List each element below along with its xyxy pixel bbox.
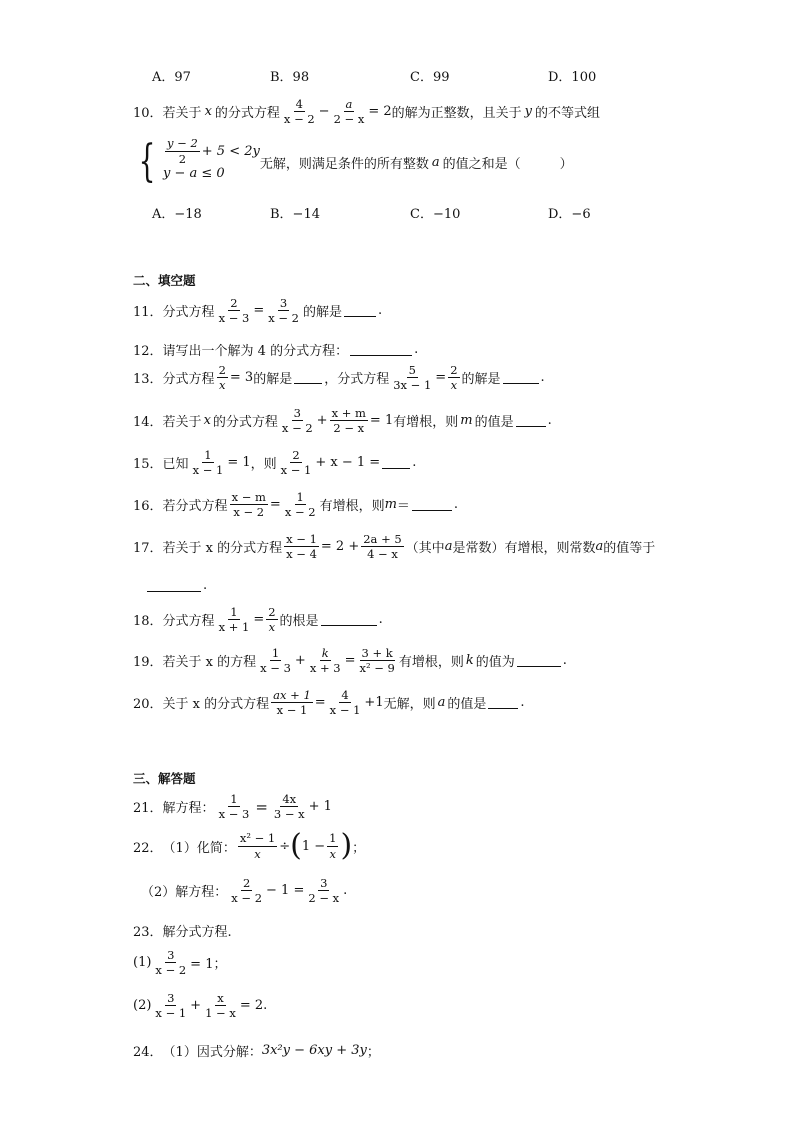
denominator: x − 2	[233, 505, 265, 520]
operator: +	[190, 998, 202, 1014]
fraction	[282, 98, 317, 125]
numerator: ax + 1	[273, 688, 311, 702]
question-10	[133, 98, 600, 125]
denominator: 2 − x	[333, 112, 365, 127]
numerator: 3	[320, 876, 328, 890]
q24-text: （1）因式分解：	[162, 1045, 262, 1060]
answer-blank[interactable]	[517, 654, 561, 667]
q20-text: 无解，则	[383, 697, 436, 713]
numerator: 1	[230, 605, 238, 619]
q15-text: 已知	[162, 457, 189, 473]
numerator: 2	[218, 363, 226, 377]
numerator: 2	[268, 605, 276, 619]
question-23-part-2	[133, 992, 267, 1019]
numerator: 3	[279, 296, 288, 310]
system-rows	[163, 136, 260, 184]
q18-text: 分式方程	[162, 614, 215, 630]
question-12	[133, 340, 418, 359]
punctuation: .	[378, 612, 383, 628]
fraction	[357, 647, 396, 674]
answer-blank[interactable]	[412, 498, 452, 511]
denominator: x − 1	[192, 463, 224, 478]
answer-blank[interactable]	[382, 456, 410, 469]
var-a: a	[444, 539, 453, 555]
question-number: 22．	[133, 840, 163, 856]
fraction	[327, 832, 338, 859]
question-number: 23．	[133, 925, 163, 940]
operator: =	[269, 497, 281, 513]
var-x: x	[204, 104, 212, 120]
fraction	[279, 449, 314, 476]
punctuation: .	[547, 413, 552, 429]
numerator: 4x	[282, 792, 297, 806]
fraction	[203, 992, 238, 1019]
punctuation: ；	[352, 840, 366, 856]
question-17	[133, 533, 655, 560]
q14-text: 的分式方程	[212, 415, 278, 431]
numerator: x − 1	[286, 532, 317, 546]
answer-blank[interactable]	[516, 414, 546, 427]
answer-blank[interactable]	[488, 696, 518, 709]
denominator: x + 3	[309, 661, 341, 676]
answer-blank[interactable]	[147, 579, 201, 592]
numerator: 3	[167, 991, 175, 1005]
question-23-part-1	[133, 949, 226, 976]
denominator: x − 3	[218, 807, 250, 822]
numerator: x	[217, 991, 224, 1005]
fraction	[306, 877, 341, 904]
q19-text: 有增根，则	[398, 655, 464, 671]
punctuation: .	[540, 370, 545, 386]
q16-text: ＝	[396, 499, 410, 515]
question-14	[133, 407, 552, 434]
q19-text: 的值为	[475, 655, 515, 671]
denominator: 4 − x	[367, 547, 398, 562]
q10-text: 的分式方程	[214, 106, 280, 122]
question-number: 20．	[133, 697, 163, 713]
var-a: a	[431, 154, 440, 170]
operator: =	[435, 370, 447, 386]
q10-options	[152, 203, 612, 222]
part-label: (1)	[133, 955, 152, 971]
fraction	[280, 407, 315, 434]
punctuation: .	[562, 653, 567, 669]
answer-blank[interactable]	[350, 343, 412, 356]
q19-text: 若关于 x 的方程	[162, 655, 257, 671]
question-number: 12．	[133, 344, 163, 359]
operator: =	[253, 612, 265, 628]
question-number: 11．	[133, 305, 163, 321]
q20-text: 的值是	[447, 697, 487, 713]
q17-text: （其中	[405, 541, 445, 557]
operator: +	[294, 653, 306, 669]
brace-glyph: {	[138, 136, 156, 187]
fraction	[153, 949, 188, 976]
denominator: x − 2	[283, 112, 315, 127]
q17-text: 是常数）有增根，则常数	[452, 541, 596, 557]
q14-text: 有增根，则	[393, 415, 459, 431]
section-title: 二、填空题	[133, 273, 196, 288]
answer-blank[interactable]	[344, 304, 376, 317]
denominator: x − 1	[280, 463, 312, 478]
q14-text: 若关于	[162, 415, 202, 431]
question-16	[133, 491, 458, 518]
fraction	[230, 491, 268, 518]
q12-text: 请写出一个解为 4 的分式方程：	[162, 344, 349, 359]
denominator: x − 2	[155, 963, 187, 978]
denominator: 2 − x	[308, 891, 340, 906]
q22-text: （2）解方程：	[141, 885, 228, 901]
expression-rest: + 1	[308, 799, 332, 815]
left-paren: (	[290, 828, 302, 863]
inequality: y − a ≤ 0	[163, 165, 225, 181]
denominator: x − 1	[155, 1006, 187, 1021]
denominator: 2	[178, 151, 187, 166]
fraction	[217, 297, 252, 324]
denominator: 3x − 1	[393, 378, 432, 393]
fraction	[229, 877, 264, 904]
fraction	[272, 793, 307, 820]
fraction	[328, 689, 363, 716]
var-m: m	[460, 413, 473, 429]
q13-text: 分式方程	[162, 372, 215, 388]
operator: =	[314, 695, 326, 711]
question-number: 19．	[133, 655, 163, 671]
punctuation: .	[453, 497, 459, 513]
numerator: 1	[271, 646, 280, 660]
fraction	[283, 491, 318, 518]
fraction	[217, 606, 252, 633]
q9-option-c: C．99	[410, 70, 450, 85]
fraction	[391, 364, 433, 391]
fraction	[217, 364, 228, 391]
q20-text: 关于 x 的分式方程	[162, 697, 270, 713]
q9-option-b: B．98	[270, 70, 310, 85]
question-number: 24．	[133, 1045, 163, 1060]
q9-option-d: D．100	[548, 70, 597, 85]
expression-rest: = 1；	[190, 957, 227, 973]
system-brace	[133, 136, 260, 187]
denominator: 3 − x	[273, 807, 305, 822]
fraction	[238, 832, 277, 859]
q17-text: 若关于 x 的分式方程	[162, 541, 283, 557]
denominator: x + 1	[218, 620, 250, 635]
q16-text: 若分式方程	[162, 499, 228, 515]
operator: =	[255, 797, 268, 816]
denominator: x − 2	[281, 421, 313, 436]
answer-blank[interactable]	[294, 371, 322, 384]
q18-text: 的根是	[279, 614, 319, 630]
answer-blank[interactable]	[321, 613, 377, 626]
q17-text: 的值等于	[603, 541, 656, 557]
system-row-2	[163, 162, 260, 184]
denominator: x² − 9	[359, 661, 395, 676]
operator: =	[253, 303, 265, 319]
q11-text: 的解是	[302, 305, 342, 321]
fraction	[284, 533, 319, 560]
numerator: 2	[292, 448, 300, 462]
question-18	[133, 606, 383, 633]
numerator: 4	[295, 97, 303, 111]
numerator: a	[345, 97, 353, 111]
numerator: y − 2	[167, 136, 198, 151]
numerator: 3	[293, 406, 301, 420]
q10-option-d: D．−6	[548, 207, 591, 222]
fraction	[332, 98, 367, 125]
denominator: x − 3	[260, 661, 291, 676]
question-20	[133, 689, 525, 716]
denominator: x − 2	[231, 891, 263, 906]
question-22	[133, 828, 366, 863]
fraction	[153, 992, 188, 1019]
fraction	[266, 606, 277, 633]
question-number: 21．	[133, 801, 163, 817]
denominator: x − 1	[329, 703, 361, 718]
right-paren: )	[340, 828, 353, 863]
question-number: 18．	[133, 614, 163, 630]
fraction	[448, 364, 459, 391]
q22-text: （1）化简：	[162, 840, 236, 856]
denominator: x − 3	[218, 311, 250, 326]
question-13	[133, 364, 545, 391]
numerator: 2	[450, 363, 458, 377]
q10-option-b: B．−14	[270, 207, 320, 222]
denominator: x	[218, 378, 226, 393]
question-24	[133, 1041, 380, 1060]
numerator: x − m	[231, 490, 266, 504]
fraction	[361, 533, 403, 560]
numerator: 2	[230, 296, 238, 310]
punctuation: .	[520, 695, 525, 711]
q9-option-a: A．97	[152, 70, 191, 85]
numerator: 1	[204, 448, 212, 462]
q10-option-c: C．−10	[410, 207, 461, 222]
q21-text: 解方程：	[162, 801, 215, 817]
section-title: 三、解答题	[133, 771, 196, 786]
denominator: x − 1	[276, 703, 308, 718]
q13-text: 的解是	[253, 372, 293, 388]
question-19	[133, 647, 567, 674]
answer-blank[interactable]	[503, 371, 539, 384]
denominator: x	[450, 378, 458, 393]
fraction	[271, 689, 313, 716]
denominator: x − 4	[286, 547, 317, 562]
q10-text: 的值之和是（ ）	[442, 156, 573, 172]
operator: = 1	[369, 413, 394, 429]
numerator: 3	[167, 948, 175, 962]
punctuation: ；	[366, 1045, 380, 1060]
q13-text: ，分式方程	[324, 372, 390, 388]
operator: = 2	[368, 104, 392, 120]
var-m: m	[384, 497, 397, 513]
operator: = 2 +	[320, 539, 360, 555]
question-number: 17．	[133, 541, 163, 557]
numerator: k	[321, 646, 329, 660]
fraction	[330, 407, 368, 434]
question-number: 14．	[133, 415, 163, 431]
expression-rest: + x − 1 =	[315, 455, 381, 471]
question-21	[133, 793, 332, 820]
q10-option-a: A．−18	[152, 207, 202, 222]
numerator: 1	[230, 792, 238, 806]
inequality-rest: + 5 < 2y	[201, 143, 260, 159]
q10-text: 若关于	[162, 106, 202, 122]
question-number: 10．	[133, 106, 163, 122]
q10-text: 无解，则满足条件的所有整数	[259, 156, 429, 172]
q9-options	[152, 66, 612, 85]
expression-part: 1 −	[301, 838, 326, 854]
system-row-1	[163, 136, 260, 166]
q15-text: ，则	[250, 457, 277, 473]
expression-rest: +1	[364, 695, 384, 711]
punctuation: .	[412, 455, 417, 471]
operator: = 1	[227, 455, 251, 471]
numerator: 2	[242, 876, 251, 890]
q23-text: 解分式方程.	[162, 925, 232, 940]
numerator: 1	[296, 490, 304, 504]
q10-inequality-system	[133, 136, 573, 187]
punctuation: .	[377, 303, 383, 319]
var-y: y	[524, 104, 532, 120]
numerator: 2a + 5	[363, 532, 402, 546]
fraction	[308, 647, 343, 674]
denominator: 1 − x	[205, 1006, 236, 1021]
numerator: x + m	[331, 406, 366, 420]
q14-text: 的值是	[474, 415, 514, 431]
expression-rest: = 2.	[239, 998, 268, 1014]
q10-text: 的不等式组	[535, 106, 601, 122]
part-label: (2)	[133, 998, 152, 1014]
punctuation: .	[414, 342, 419, 357]
fraction	[258, 647, 293, 674]
q16-text: 有增根，则	[319, 499, 385, 515]
operator: = 3	[229, 370, 254, 386]
denominator: 2 − x	[333, 421, 365, 436]
numerator: 3 + k	[361, 646, 393, 660]
fraction	[165, 137, 200, 164]
q17-answer-line	[145, 578, 207, 593]
question-11	[133, 297, 382, 324]
operator: +	[316, 413, 328, 429]
operator: −	[318, 104, 330, 120]
question-number: 13．	[133, 372, 163, 388]
question-number: 15．	[133, 457, 163, 473]
expression-rest: − 1 =	[266, 883, 305, 899]
expression: 3x²y − 6xy + 3y	[261, 1043, 367, 1058]
denominator: x − 2	[268, 311, 299, 326]
fraction	[217, 793, 252, 820]
operator: ÷	[279, 838, 291, 854]
punctuation: .	[343, 883, 348, 899]
var-x: x	[203, 413, 211, 429]
var-a: a	[437, 695, 446, 711]
question-22-part-2	[141, 877, 347, 904]
q10-text: 的解为正整数，且关于	[391, 106, 522, 122]
q13-text: 的解是	[461, 372, 501, 388]
question-23	[133, 921, 232, 940]
var-k: k	[465, 653, 474, 669]
fraction	[191, 449, 226, 476]
denominator: x	[254, 846, 261, 861]
numerator: 5	[408, 363, 416, 377]
denominator: x	[268, 620, 276, 635]
numerator: x² − 1	[239, 831, 276, 846]
denominator: x	[329, 846, 337, 861]
denominator: x − 2	[284, 505, 316, 520]
numerator: 4	[341, 688, 349, 702]
numerator: 1	[329, 831, 337, 846]
var-a: a	[595, 539, 604, 555]
punctuation: .	[203, 578, 208, 593]
fraction	[266, 297, 301, 324]
q11-text: 分式方程	[162, 305, 215, 321]
question-15	[133, 449, 416, 476]
question-number: 16．	[133, 499, 163, 515]
operator: =	[344, 653, 356, 669]
